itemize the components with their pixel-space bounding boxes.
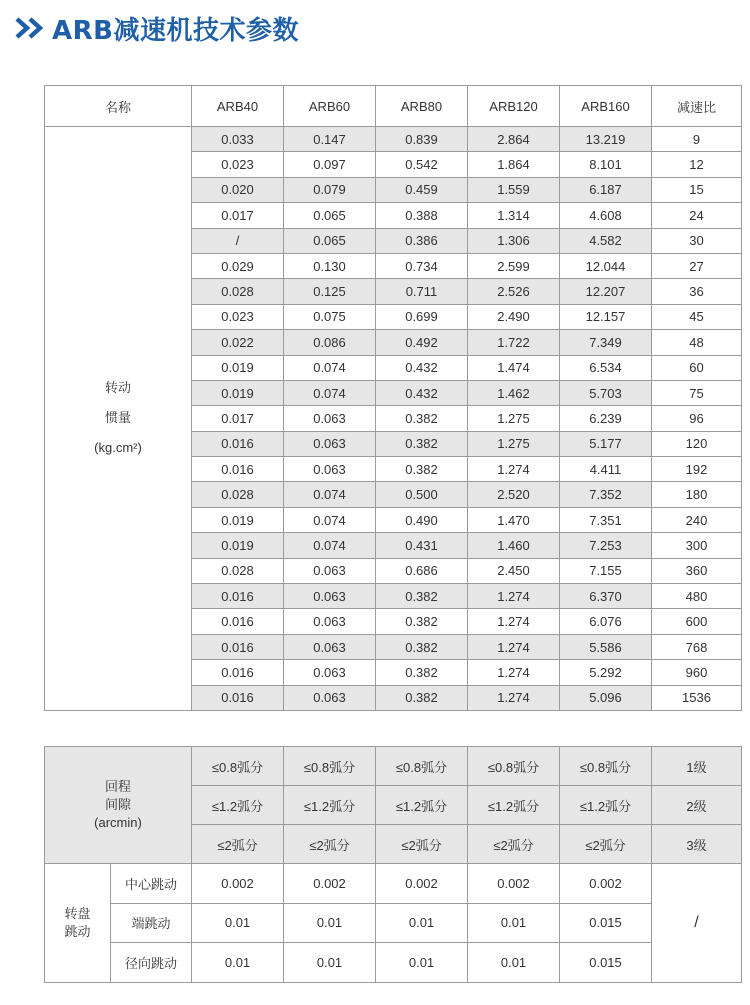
inertia-value-cell: 0.542 <box>376 152 468 177</box>
inertia-value-cell: 1.274 <box>468 457 560 482</box>
backlash-value-cell: ≤1.2弧分 <box>284 786 376 825</box>
inertia-value-cell: 0.022 <box>192 330 284 355</box>
inertia-value-cell: 0.086 <box>284 330 376 355</box>
inertia-value-cell: 0.028 <box>192 279 284 304</box>
inertia-value-cell: 8.101 <box>560 152 652 177</box>
inertia-value-cell: 0.500 <box>376 482 468 507</box>
inertia-label-line: 惯量 <box>104 410 131 426</box>
backlash-value-cell: ≤2弧分 <box>284 825 376 864</box>
backlash-value-cell: ≤2弧分 <box>468 825 560 864</box>
ratio-cell: 15 <box>652 177 742 202</box>
runout-value-cell: 0.002 <box>560 864 652 904</box>
runout-value-cell: 0.01 <box>192 903 284 943</box>
runout-ratio-cell: / <box>652 864 742 983</box>
inertia-value-cell: 1.470 <box>468 507 560 532</box>
runout-label-line: 跳动 <box>64 923 91 939</box>
ratio-cell: 60 <box>652 355 742 380</box>
inertia-value-cell: 13.219 <box>560 127 652 152</box>
runout-type-label: 径向跳动 <box>111 943 192 983</box>
backlash-value-cell: ≤0.8弧分 <box>284 747 376 786</box>
inertia-value-cell: 1.274 <box>468 685 560 710</box>
inertia-value-cell: 0.065 <box>284 203 376 228</box>
inertia-value-cell: 5.703 <box>560 380 652 405</box>
inertia-value-cell: 0.382 <box>376 457 468 482</box>
inertia-value-cell: 7.253 <box>560 533 652 558</box>
inertia-value-cell: 2.599 <box>468 253 560 278</box>
runout-row-label <box>45 864 111 983</box>
inertia-value-cell: 2.450 <box>468 558 560 583</box>
inertia-value-cell: 0.382 <box>376 406 468 431</box>
inertia-value-cell: 0.033 <box>192 127 284 152</box>
inertia-value-cell: 1.314 <box>468 203 560 228</box>
inertia-value-cell: 6.239 <box>560 406 652 431</box>
inertia-value-cell: 2.864 <box>468 127 560 152</box>
inertia-value-cell: 0.016 <box>192 660 284 685</box>
backlash-level-cell: 1级 <box>652 747 742 786</box>
inertia-value-cell: 4.608 <box>560 203 652 228</box>
column-header: 名称 <box>45 86 192 127</box>
ratio-cell: 12 <box>652 152 742 177</box>
inertia-value-cell: 4.411 <box>560 457 652 482</box>
inertia-value-cell: 0.063 <box>284 685 376 710</box>
inertia-value-cell: 2.526 <box>468 279 560 304</box>
inertia-value-cell: 0.019 <box>192 507 284 532</box>
ratio-cell: 120 <box>652 431 742 456</box>
inertia-value-cell: 1.274 <box>468 609 560 634</box>
inertia-value-cell: 1.864 <box>468 152 560 177</box>
ratio-cell: 600 <box>652 609 742 634</box>
inertia-value-cell: 1.460 <box>468 533 560 558</box>
table-row <box>45 127 742 152</box>
inertia-value-cell: 0.432 <box>376 355 468 380</box>
inertia-value-cell: 6.534 <box>560 355 652 380</box>
inertia-value-cell: 0.079 <box>284 177 376 202</box>
table-row <box>45 747 742 786</box>
inertia-value-cell: 6.370 <box>560 584 652 609</box>
inertia-value-cell: 6.187 <box>560 177 652 202</box>
ratio-cell: 75 <box>652 380 742 405</box>
ratio-cell: 768 <box>652 634 742 659</box>
inertia-value-cell: 0.431 <box>376 533 468 558</box>
column-header: ARB40 <box>192 86 284 127</box>
inertia-value-cell: 0.017 <box>192 406 284 431</box>
inertia-value-cell: 0.063 <box>284 609 376 634</box>
inertia-label-line: (kg.cm²) <box>94 440 142 456</box>
ratio-cell: 180 <box>652 482 742 507</box>
inertia-value-cell: 0.382 <box>376 584 468 609</box>
inertia-value-cell: 0.063 <box>284 584 376 609</box>
ratio-cell: 240 <box>652 507 742 532</box>
inertia-value-cell: 0.028 <box>192 482 284 507</box>
inertia-value-cell: 0.074 <box>284 533 376 558</box>
ratio-cell: 45 <box>652 304 742 329</box>
runout-value-cell: 0.01 <box>192 943 284 983</box>
inertia-value-cell: 0.020 <box>192 177 284 202</box>
column-header: ARB160 <box>560 86 652 127</box>
column-header: 减速比 <box>652 86 742 127</box>
ratio-cell: 30 <box>652 228 742 253</box>
inertia-value-cell: 0.097 <box>284 152 376 177</box>
runout-value-cell: 0.01 <box>284 903 376 943</box>
inertia-value-cell: 5.177 <box>560 431 652 456</box>
inertia-value-cell: 1.462 <box>468 380 560 405</box>
inertia-value-cell: 2.490 <box>468 304 560 329</box>
inertia-value-cell: 1.274 <box>468 634 560 659</box>
table-header-row <box>45 86 742 127</box>
runout-value-cell: 0.002 <box>192 864 284 904</box>
inertia-label-line: 转动 <box>104 380 131 396</box>
inertia-value-cell: 0.382 <box>376 685 468 710</box>
runout-value-cell: 0.002 <box>284 864 376 904</box>
column-header: ARB120 <box>468 86 560 127</box>
inertia-value-cell: 0.029 <box>192 253 284 278</box>
page-header <box>14 10 299 46</box>
inertia-value-cell: 0.063 <box>284 406 376 431</box>
backlash-value-cell: ≤1.2弧分 <box>192 786 284 825</box>
inertia-value-cell: 1.274 <box>468 584 560 609</box>
inertia-value-cell: 0.386 <box>376 228 468 253</box>
inertia-value-cell: 12.207 <box>560 279 652 304</box>
inertia-value-cell: 4.582 <box>560 228 652 253</box>
column-header: ARB60 <box>284 86 376 127</box>
table-row <box>45 903 742 943</box>
inertia-value-cell: 0.147 <box>284 127 376 152</box>
backlash-value-cell: ≤1.2弧分 <box>560 786 652 825</box>
inertia-value-cell: 0.019 <box>192 380 284 405</box>
runout-value-cell: 0.002 <box>376 864 468 904</box>
runout-type-label: 中心跳动 <box>111 864 192 904</box>
inertia-value-cell: 0.074 <box>284 380 376 405</box>
backlash-level-cell: 2级 <box>652 786 742 825</box>
table-row <box>45 943 742 983</box>
runout-value-cell: 0.01 <box>284 943 376 983</box>
inertia-value-cell: 1.722 <box>468 330 560 355</box>
inertia-value-cell: 0.016 <box>192 609 284 634</box>
backlash-value-cell: ≤0.8弧分 <box>560 747 652 786</box>
ratio-cell: 96 <box>652 406 742 431</box>
ratio-cell: 360 <box>652 558 742 583</box>
inertia-value-cell: 0.699 <box>376 304 468 329</box>
inertia-value-cell: 0.063 <box>284 660 376 685</box>
inertia-value-cell: 12.044 <box>560 253 652 278</box>
inertia-value-cell: 0.063 <box>284 431 376 456</box>
table-row <box>45 864 742 904</box>
runout-value-cell: 0.015 <box>560 943 652 983</box>
runout-value-cell: 0.01 <box>468 943 560 983</box>
backlash-value-cell: ≤1.2弧分 <box>468 786 560 825</box>
inertia-value-cell: 0.839 <box>376 127 468 152</box>
inertia-value-cell: 0.023 <box>192 152 284 177</box>
backlash-label-line: (arcmin) <box>94 815 142 830</box>
inertia-value-cell: 5.586 <box>560 634 652 659</box>
inertia-value-cell: 0.382 <box>376 609 468 634</box>
inertia-value-cell: 0.023 <box>192 304 284 329</box>
inertia-row-label <box>45 127 192 711</box>
inertia-value-cell: 0.074 <box>284 355 376 380</box>
inertia-value-cell: 2.520 <box>468 482 560 507</box>
column-header: ARB80 <box>376 86 468 127</box>
inertia-value-cell: 0.016 <box>192 457 284 482</box>
inertia-value-cell: 0.063 <box>284 558 376 583</box>
inertia-value-cell: 0.490 <box>376 507 468 532</box>
inertia-value-cell: 0.125 <box>284 279 376 304</box>
backlash-label-line: 回程 <box>105 779 132 794</box>
inertia-value-cell: 7.155 <box>560 558 652 583</box>
inertia-value-cell: 5.096 <box>560 685 652 710</box>
backlash-level-cell: 3级 <box>652 825 742 864</box>
inertia-value-cell: 0.028 <box>192 558 284 583</box>
inertia-value-cell: 0.074 <box>284 507 376 532</box>
page-title: ARB减速机技术参数 <box>52 15 299 46</box>
inertia-value-cell: 0.019 <box>192 355 284 380</box>
backlash-value-cell: ≤2弧分 <box>376 825 468 864</box>
ratio-cell: 300 <box>652 533 742 558</box>
backlash-runout-table <box>44 746 742 983</box>
inertia-value-cell: / <box>192 228 284 253</box>
backlash-value-cell: ≤2弧分 <box>192 825 284 864</box>
runout-label-line: 转盘 <box>64 905 91 921</box>
backlash-value-cell: ≤2弧分 <box>560 825 652 864</box>
runout-value-cell: 0.01 <box>468 903 560 943</box>
ratio-cell: 27 <box>652 253 742 278</box>
inertia-value-cell: 0.065 <box>284 228 376 253</box>
inertia-value-cell: 0.016 <box>192 431 284 456</box>
inertia-value-cell: 0.382 <box>376 634 468 659</box>
inertia-value-cell: 0.019 <box>192 533 284 558</box>
backlash-label-line: 间隙 <box>105 797 132 812</box>
runout-value-cell: 0.015 <box>560 903 652 943</box>
inertia-value-cell: 7.352 <box>560 482 652 507</box>
inertia-value-cell: 1.306 <box>468 228 560 253</box>
runout-value-cell: 0.002 <box>468 864 560 904</box>
inertia-value-cell: 0.075 <box>284 304 376 329</box>
runout-type-label: 端跳动 <box>111 903 192 943</box>
inertia-value-cell: 0.382 <box>376 431 468 456</box>
backlash-value-cell: ≤0.8弧分 <box>192 747 284 786</box>
inertia-value-cell: 1.474 <box>468 355 560 380</box>
inertia-value-cell: 0.711 <box>376 279 468 304</box>
inertia-value-cell: 0.388 <box>376 203 468 228</box>
inertia-value-cell: 7.351 <box>560 507 652 532</box>
inertia-value-cell: 1.275 <box>468 431 560 456</box>
inertia-value-cell: 0.686 <box>376 558 468 583</box>
inertia-value-cell: 0.016 <box>192 685 284 710</box>
runout-value-cell: 0.01 <box>376 903 468 943</box>
inertia-value-cell: 1.274 <box>468 660 560 685</box>
inertia-value-cell: 0.063 <box>284 457 376 482</box>
ratio-cell: 192 <box>652 457 742 482</box>
inertia-value-cell: 0.016 <box>192 584 284 609</box>
backlash-value-cell: ≤1.2弧分 <box>376 786 468 825</box>
backlash-value-cell: ≤0.8弧分 <box>376 747 468 786</box>
inertia-value-cell: 0.017 <box>192 203 284 228</box>
inertia-value-cell: 7.349 <box>560 330 652 355</box>
double-chevron-right-icon <box>14 16 48 40</box>
inertia-value-cell: 0.459 <box>376 177 468 202</box>
backlash-row-label <box>45 747 192 864</box>
inertia-value-cell: 1.559 <box>468 177 560 202</box>
runout-value-cell: 0.01 <box>376 943 468 983</box>
inertia-value-cell: 0.432 <box>376 380 468 405</box>
inertia-value-cell: 5.292 <box>560 660 652 685</box>
ratio-cell: 36 <box>652 279 742 304</box>
inertia-value-cell: 1.275 <box>468 406 560 431</box>
ratio-cell: 480 <box>652 584 742 609</box>
ratio-cell: 48 <box>652 330 742 355</box>
inertia-value-cell: 0.130 <box>284 253 376 278</box>
inertia-value-cell: 0.734 <box>376 253 468 278</box>
inertia-value-cell: 0.016 <box>192 634 284 659</box>
ratio-cell: 1536 <box>652 685 742 710</box>
inertia-value-cell: 6.076 <box>560 609 652 634</box>
ratio-cell: 24 <box>652 203 742 228</box>
inertia-value-cell: 12.157 <box>560 304 652 329</box>
inertia-value-cell: 0.492 <box>376 330 468 355</box>
inertia-value-cell: 0.063 <box>284 634 376 659</box>
ratio-cell: 9 <box>652 127 742 152</box>
inertia-value-cell: 0.382 <box>376 660 468 685</box>
inertia-value-cell: 0.074 <box>284 482 376 507</box>
backlash-value-cell: ≤0.8弧分 <box>468 747 560 786</box>
inertia-table <box>44 85 742 711</box>
ratio-cell: 960 <box>652 660 742 685</box>
